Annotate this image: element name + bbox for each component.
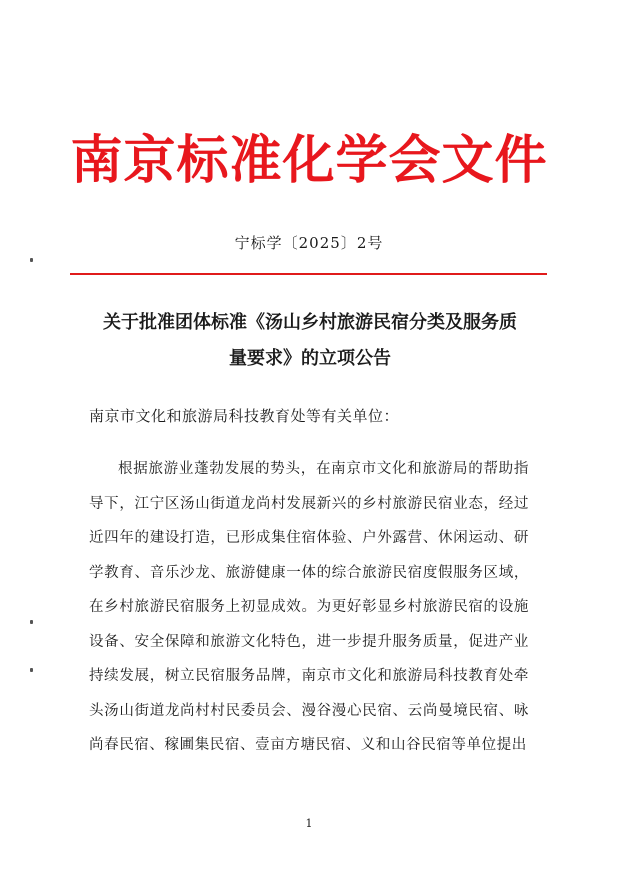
masthead-title: 南京标准化学会文件 — [70, 130, 548, 191]
title-line-2: 量要求》的立项公告 — [229, 348, 391, 369]
red-divider-rule — [70, 273, 547, 275]
title-line-1: 关于批准团体标准《汤山乡村旅游民宿分类及服务质 — [103, 312, 517, 333]
salutation: 南京市文化和旅游局科技教育处等有关单位： — [89, 407, 400, 425]
scan-speck-mark — [30, 668, 33, 672]
document-number: 宁标学〔2025〕2号 — [234, 234, 384, 252]
body-paragraph: 根据旅游业蓬勃发展的势头，在南京市文化和旅游局的帮助指导下，江宁区汤山街道龙尚村发展新兴的乡村旅游民宿业态，经过近四年的建设打造，已形成集住宿体验、户外露营、休闲运动、研学教育、音乐沙龙、旅游健康一体的综合旅游民宿度假服务区域，在乡村旅游民宿服务上初显成效。为更好彰显乡村旅游民宿的设施设备、安全保障和旅游文化特色，进一步提升服务质量，促进产业持续发展，树立民宿服务品牌，南京市文化和旅游局科技教育处牵头汤山街道龙尚村村民委员会、漫谷漫心民宿、云尚曼境民宿、咏尚春民宿、稼圃集民宿、壹亩方塘民宿、义和山谷民宿等单位提出 — [89, 461, 529, 753]
scan-speck-mark — [30, 258, 33, 262]
page-number: 1 — [305, 817, 313, 830]
scan-speck-mark — [30, 620, 33, 624]
announcement-title — [80, 305, 540, 377]
